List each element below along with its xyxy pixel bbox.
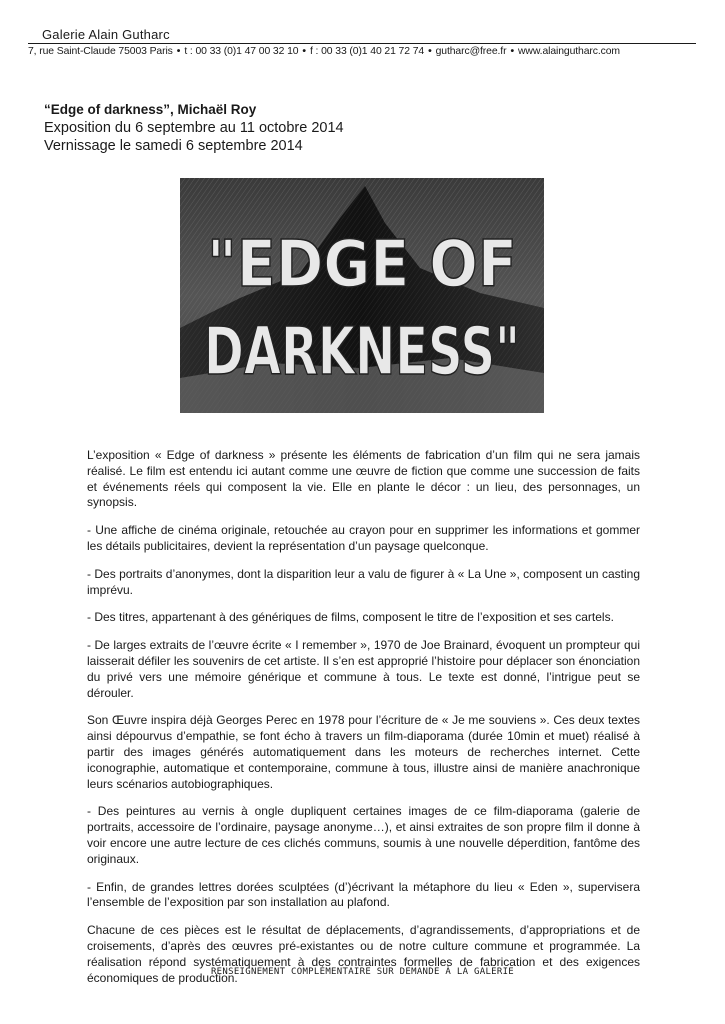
opening-date: Vernissage le samedi 6 septembre 2014 xyxy=(44,138,303,154)
footer-note: RENSEIGNEMENT COMPLÉMENTAIRE SUR DEMANDE À LA GALERIE xyxy=(210,967,515,977)
paragraph: Chacune de ces pièces est le résultat de déplacements, d’agrandissements, d’appropriations et de croisements, d’après des œuvres pré-existantes ou de notre culture commune et programmée. La réalisation répond systématiquement à des contraintes formelles de fabrication et des exigences économiques de production. xyxy=(87,923,640,985)
poster-image xyxy=(180,178,544,413)
paragraph: - Enfin, de grandes lettres dorées sculptées (d’)écrivant la métaphore du lieu « Eden », supervisera l’ensemble de l’exposition par son installation au plafond. xyxy=(87,879,640,910)
exhibition-intro xyxy=(44,101,344,155)
header-divider xyxy=(28,43,696,44)
poster-title-line2: DARKNESS" xyxy=(204,313,520,390)
paragraph: - Des peintures au vernis à ongle dupliquent certaines images de ce film-diaporama (galerie de portraits, accessoire de l’ordinaire, paysage anonyme…), et ainsi extraites de son propre film il donne à voir encore une autre lecture de ces clichés communs, soumis à une nouvelle déperdition, fantôme des originaux. xyxy=(87,804,640,866)
paragraph: Son Œuvre inspira déjà Georges Perec en 1978 pour l’écriture de « Je me souviens ». Ces deux textes ainsi dépourvus d’empathie, se font écho à travers un film-diaporama (durée 10min et muet) réalisé à partir des images générés automatiquement dans les moteurs de recherches internet. Cette iconographie, automatique et contemporaine, commune à tous, illustre ainsi de manière anachronique leurs scénarios autobiographiques. xyxy=(87,713,640,791)
separator-dot: • xyxy=(428,46,432,57)
press-text xyxy=(87,448,640,998)
paragraph: L’exposition « Edge of darkness » présente les éléments de fabrication d’un film qui ne sera jamais réalisé. Le film est entendu ici autant comme une œuvre de fiction que comme une succession de faits et événements réels qui composent la vie. Elle en plante le décor : un lieu, des personnages, un synopsis. xyxy=(87,448,640,510)
phone: t : 00 33 (0)1 47 00 32 10 xyxy=(184,46,299,57)
paragraph: - De larges extraits de l’œuvre écrite « I remember », 1970 de Joe Brainard, évoquent un prompteur qui laisserait défiler les souvenirs de cet artiste. Il s’en est approprié l’histoire pour déplacer son énonciation du privé vers une mémoire générique et commune à tous. Le texte est donné, l’intrigue peut se dérouler. xyxy=(87,638,640,700)
paragraph: - Des portraits d’anonymes, dont la disparition leur a valu de figurer à « La Une », composent un casting imprévu. xyxy=(87,566,640,597)
separator-dot: • xyxy=(302,46,306,57)
separator-dot: • xyxy=(176,46,181,57)
exhibition-dates: Exposition du 6 septembre au 11 octobre 2014 xyxy=(44,120,344,136)
gallery-name: Galerie Alain Gutharc xyxy=(42,27,170,42)
exhibition-title: “Edge of darkness”, Michaël Roy xyxy=(44,102,257,117)
website-link[interactable]: www.alaingutharc.com xyxy=(518,46,620,57)
address: 7, rue Saint-Claude 75003 Paris xyxy=(28,46,173,57)
contact-line xyxy=(28,46,696,57)
email-link[interactable]: gutharc@free.fr xyxy=(435,46,507,57)
poster-title-line1: "EDGE OF xyxy=(207,228,517,302)
fax: f : 00 33 (0)1 40 21 72 74 xyxy=(309,46,425,57)
paragraph: - Des titres, appartenant à des génériques de films, composent le titre de l’exposition et ses cartels. xyxy=(87,610,614,625)
separator-dot: • xyxy=(510,46,515,57)
paragraph: - Une affiche de cinéma originale, retouchée au crayon pour en supprimer les informations et gommer les détails publicitaires, devient la représentation d’un paysage quelconque. xyxy=(87,523,640,553)
